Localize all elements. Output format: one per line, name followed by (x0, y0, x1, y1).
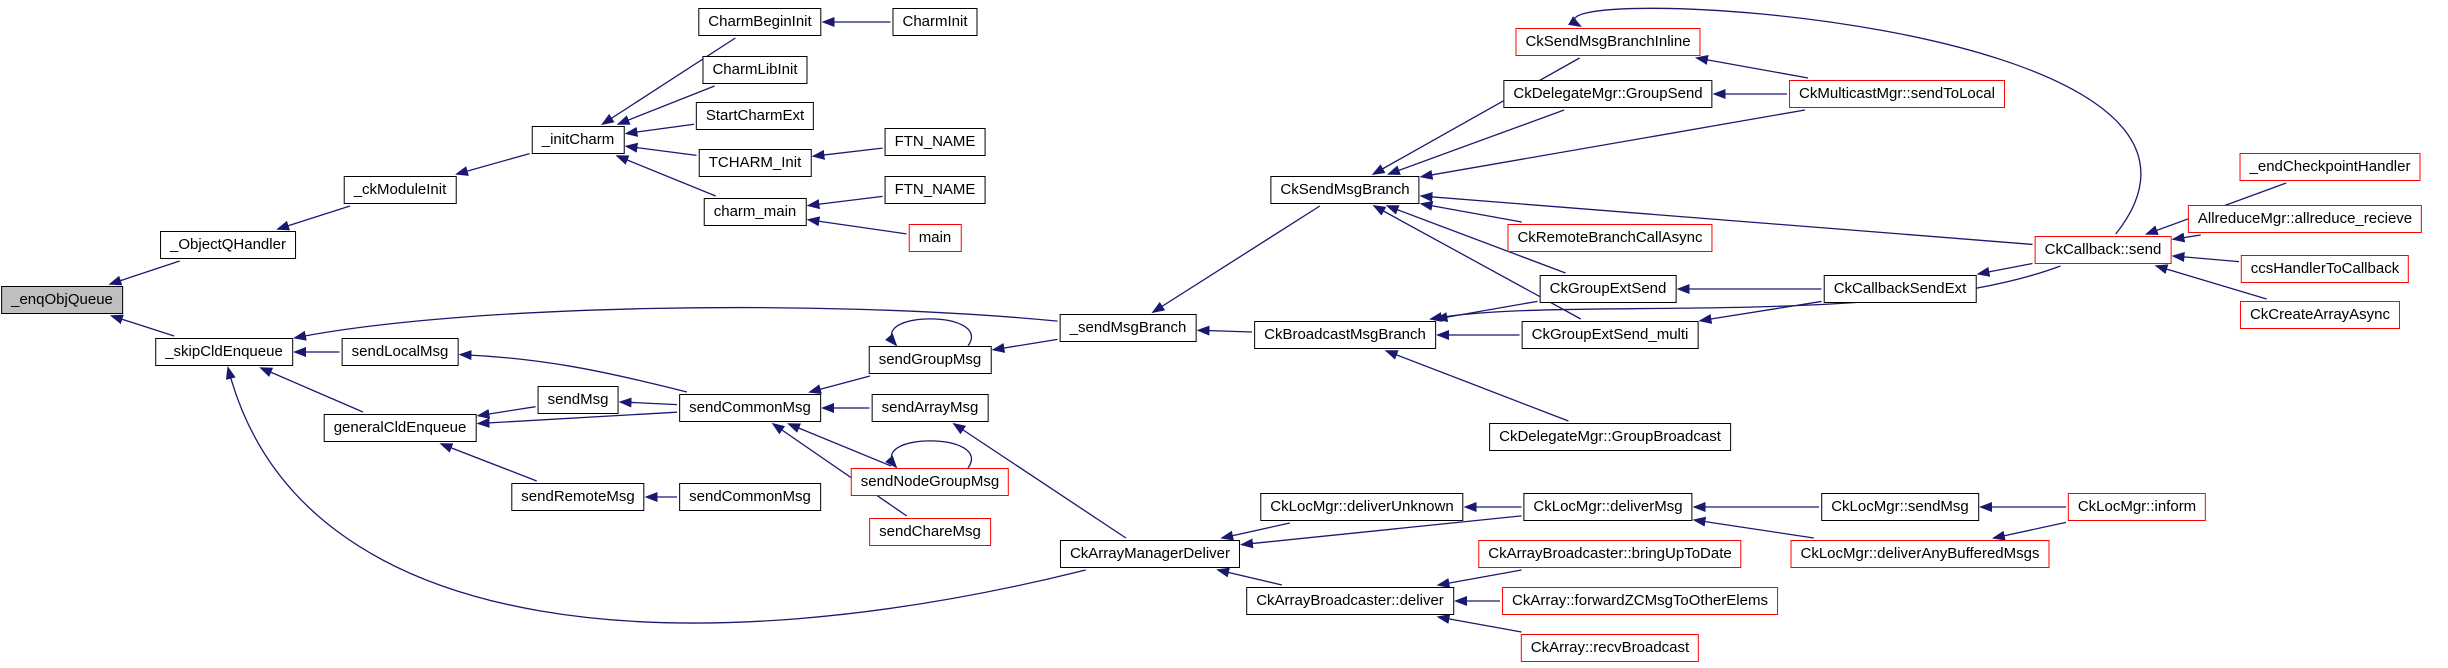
graph-node-sendGroupMsg[interactable]: sendGroupMsg (869, 346, 992, 374)
graph-node-CkLocMgr_deliverMsg[interactable]: CkLocMgr::deliverMsg (1523, 493, 1692, 521)
graph-node-ccsHandlerToCallback[interactable]: ccsHandlerToCallback (2241, 255, 2409, 283)
graph-node-CkRemoteBranchCallAsync[interactable]: CkRemoteBranchCallAsync (1507, 224, 1712, 252)
graph-node-sendChareMsg[interactable]: sendChareMsg (869, 518, 991, 546)
edge-CkSendMsgBranch-to-sendMsgBranch (1153, 206, 1320, 312)
edge-main-to-charm_main (809, 220, 907, 234)
edge-ccsHandlerToCallback-to-CkCallback_send (2174, 256, 2240, 262)
graph-node-CkLocMgr_deliverUnknown[interactable]: CkLocMgr::deliverUnknown (1260, 493, 1463, 521)
graph-node-ckModuleInit[interactable]: _ckModuleInit (344, 176, 457, 204)
edge-CkLocMgr_deliverUnknown-to-CkArrayManagerDeliver (1222, 523, 1290, 538)
edge-CkArray_recvBroadcast-to-CkArrayBroadcaster_deliver (1439, 617, 1522, 632)
edge-generalCldEnqueue-to-skipCldEnqueue (261, 368, 363, 412)
edge-sendCommonMsg-to-sendMsg (621, 402, 678, 405)
graph-node-initCharm[interactable]: _initCharm (532, 126, 625, 154)
edge-StartCharmExt-to-initCharm (627, 124, 695, 133)
edge-ObjectQHandler-to-enqObjQueue (110, 261, 179, 284)
graph-node-sendRemoteMsg[interactable]: sendRemoteMsg (511, 483, 644, 511)
graph-node-CkSendMsgBranch[interactable]: CkSendMsgBranch (1270, 176, 1419, 204)
graph-node-CkArray_recvBroadcast[interactable]: CkArray::recvBroadcast (1521, 634, 1699, 662)
graph-node-CkArrayBroadcaster_bringUpToDate[interactable]: CkArrayBroadcaster::bringUpToDate (1478, 540, 1741, 568)
graph-node-AllreduceMgr_allreduce_recieve[interactable]: AllreduceMgr::allreduce_recieve (2188, 205, 2422, 233)
graph-node-sendCommonMsg2[interactable]: sendCommonMsg (679, 483, 821, 511)
graph-node-sendMsgBranch[interactable]: _sendMsgBranch (1060, 314, 1197, 342)
graph-node-CkGroupExtSend_multi[interactable]: CkGroupExtSend_multi (1522, 321, 1699, 349)
graph-node-main[interactable]: main (909, 224, 962, 252)
graph-node-charm_main[interactable]: charm_main (704, 198, 807, 226)
graph-node-FTN_NAME_2[interactable]: FTN_NAME (885, 176, 986, 204)
graph-node-sendNodeGroupMsg[interactable]: sendNodeGroupMsg (851, 468, 1009, 496)
edge-sendMsg-to-generalCldEnqueue (479, 407, 536, 416)
edge-CkArrayBroadcaster_bringUpToDate-to-CkArrayBroadcaster_deliver (1439, 570, 1522, 585)
edge-CkMulticastMgr_sendToLocal-to-CkSendMsgBranchInline (1697, 58, 1808, 78)
graph-node-sendArrayMsg[interactable]: sendArrayMsg (872, 394, 989, 422)
edge-sendGroupMsg-to-sendGroupMsg (891, 319, 971, 346)
graph-node-generalCldEnqueue[interactable]: generalCldEnqueue (324, 414, 477, 442)
graph-node-CharmInit[interactable]: CharmInit (892, 8, 977, 36)
graph-node-StartCharmExt[interactable]: StartCharmExt (696, 102, 814, 130)
edge-CkLocMgr_inform-to-CkLocMgr_deliverAnyBufferedMsgs (1994, 522, 2066, 538)
edge-sendNodeGroupMsg-to-sendNodeGroupMsg (891, 441, 971, 468)
graph-node-CkSendMsgBranchInline[interactable]: CkSendMsgBranchInline (1515, 28, 1700, 56)
graph-node-CharmBeginInit[interactable]: CharmBeginInit (698, 8, 821, 36)
graph-node-CkArrayBroadcaster_deliver[interactable]: CkArrayBroadcaster::deliver (1246, 587, 1454, 615)
edge-sendRemoteMsg-to-generalCldEnqueue (441, 444, 536, 481)
graph-node-CkLocMgr_deliverAnyBufferedMsgs[interactable]: CkLocMgr::deliverAnyBufferedMsgs (1791, 540, 2050, 568)
graph-node-skipCldEnqueue[interactable]: _skipCldEnqueue (155, 338, 293, 366)
edge-initCharm-to-ckModuleInit (457, 154, 530, 174)
edge-ckModuleInit-to-ObjectQHandler (278, 206, 350, 229)
edge-FTN_NAME_2-to-charm_main (809, 196, 883, 205)
edge-sendGroupMsg-to-sendCommonMsg (810, 376, 870, 392)
graph-node-endCheckpointHandler[interactable]: _endCheckpointHandler (2240, 153, 2421, 181)
edge-skipCldEnqueue-to-enqObjQueue (112, 316, 174, 336)
edge-CkBroadcastMsgBranch-to-sendMsgBranch (1199, 330, 1253, 332)
graph-node-enqObjQueue[interactable]: _enqObjQueue (1, 286, 123, 314)
edge-TCHARM_Init-to-initCharm (627, 146, 697, 155)
edge-CkDelegateMgr_GroupSend-to-CkSendMsgBranch (1389, 110, 1564, 174)
edge-sendMsgBranch-to-skipCldEnqueue (295, 308, 1058, 338)
graph-node-CkCallback_send[interactable]: CkCallback::send (2035, 236, 2172, 264)
edge-AllreduceMgr_allreduce_recieve-to-CkCallback_send (2174, 235, 2201, 239)
edge-sendMsgBranch-to-sendGroupMsg (994, 339, 1058, 349)
edge-CkMulticastMgr_sendToLocal-to-CkSendMsgBranch (1422, 110, 1806, 177)
graph-node-sendMsg[interactable]: sendMsg (538, 386, 619, 414)
graph-node-FTN_NAME_1[interactable]: FTN_NAME (885, 128, 986, 156)
graph-node-CkCreateArrayAsync[interactable]: CkCreateArrayAsync (2240, 301, 2400, 329)
graph-node-CkArray_forwardZCMsgToOtherElems[interactable]: CkArray::forwardZCMsgToOtherElems (1502, 587, 1778, 615)
graph-node-ObjectQHandler[interactable]: _ObjectQHandler (160, 231, 296, 259)
graph-node-CkMulticastMgr_sendToLocal[interactable]: CkMulticastMgr::sendToLocal (1789, 80, 2005, 108)
edge-CkLocMgr_deliverAnyBufferedMsgs-to-CkLocMgr_deliverMsg (1695, 520, 1814, 538)
graph-node-CkLocMgr_sendMsg[interactable]: CkLocMgr::sendMsg (1821, 493, 1979, 521)
graph-node-CkDelegateMgr_GroupSend[interactable]: CkDelegateMgr::GroupSend (1503, 80, 1712, 108)
edge-CkDelegateMgr_GroupBroadcast-to-CkBroadcastMsgBranch (1387, 351, 1569, 421)
graph-node-CkGroupExtSend[interactable]: CkGroupExtSend (1540, 275, 1677, 303)
graph-node-CkCallbackSendExt[interactable]: CkCallbackSendExt (1824, 275, 1977, 303)
graph-node-sendLocalMsg[interactable]: sendLocalMsg (342, 338, 459, 366)
graph-node-CkArrayManagerDeliver[interactable]: CkArrayManagerDeliver (1060, 540, 1240, 568)
edge-CkCallback_send-to-CkCallbackSendExt (1979, 264, 2033, 274)
graph-node-CharmLibInit[interactable]: CharmLibInit (702, 56, 807, 84)
graph-node-TCHARM_Init[interactable]: TCHARM_Init (699, 149, 812, 177)
edge-CkArrayBroadcaster_deliver-to-CkArrayManagerDeliver (1218, 570, 1282, 585)
graph-node-CkLocMgr_inform[interactable]: CkLocMgr::inform (2068, 493, 2206, 521)
graph-node-CkBroadcastMsgBranch[interactable]: CkBroadcastMsgBranch (1254, 321, 1436, 349)
edge-CkCallbackSendExt-to-CkGroupExtSend_multi (1701, 301, 1822, 320)
graph-node-CkDelegateMgr_GroupBroadcast[interactable]: CkDelegateMgr::GroupBroadcast (1489, 423, 1731, 451)
graph-node-sendCommonMsg[interactable]: sendCommonMsg (679, 394, 821, 422)
edge-FTN_NAME_1-to-TCHARM_Init (814, 148, 883, 156)
edge-CkRemoteBranchCallAsync-to-CkSendMsgBranch (1422, 204, 1522, 222)
